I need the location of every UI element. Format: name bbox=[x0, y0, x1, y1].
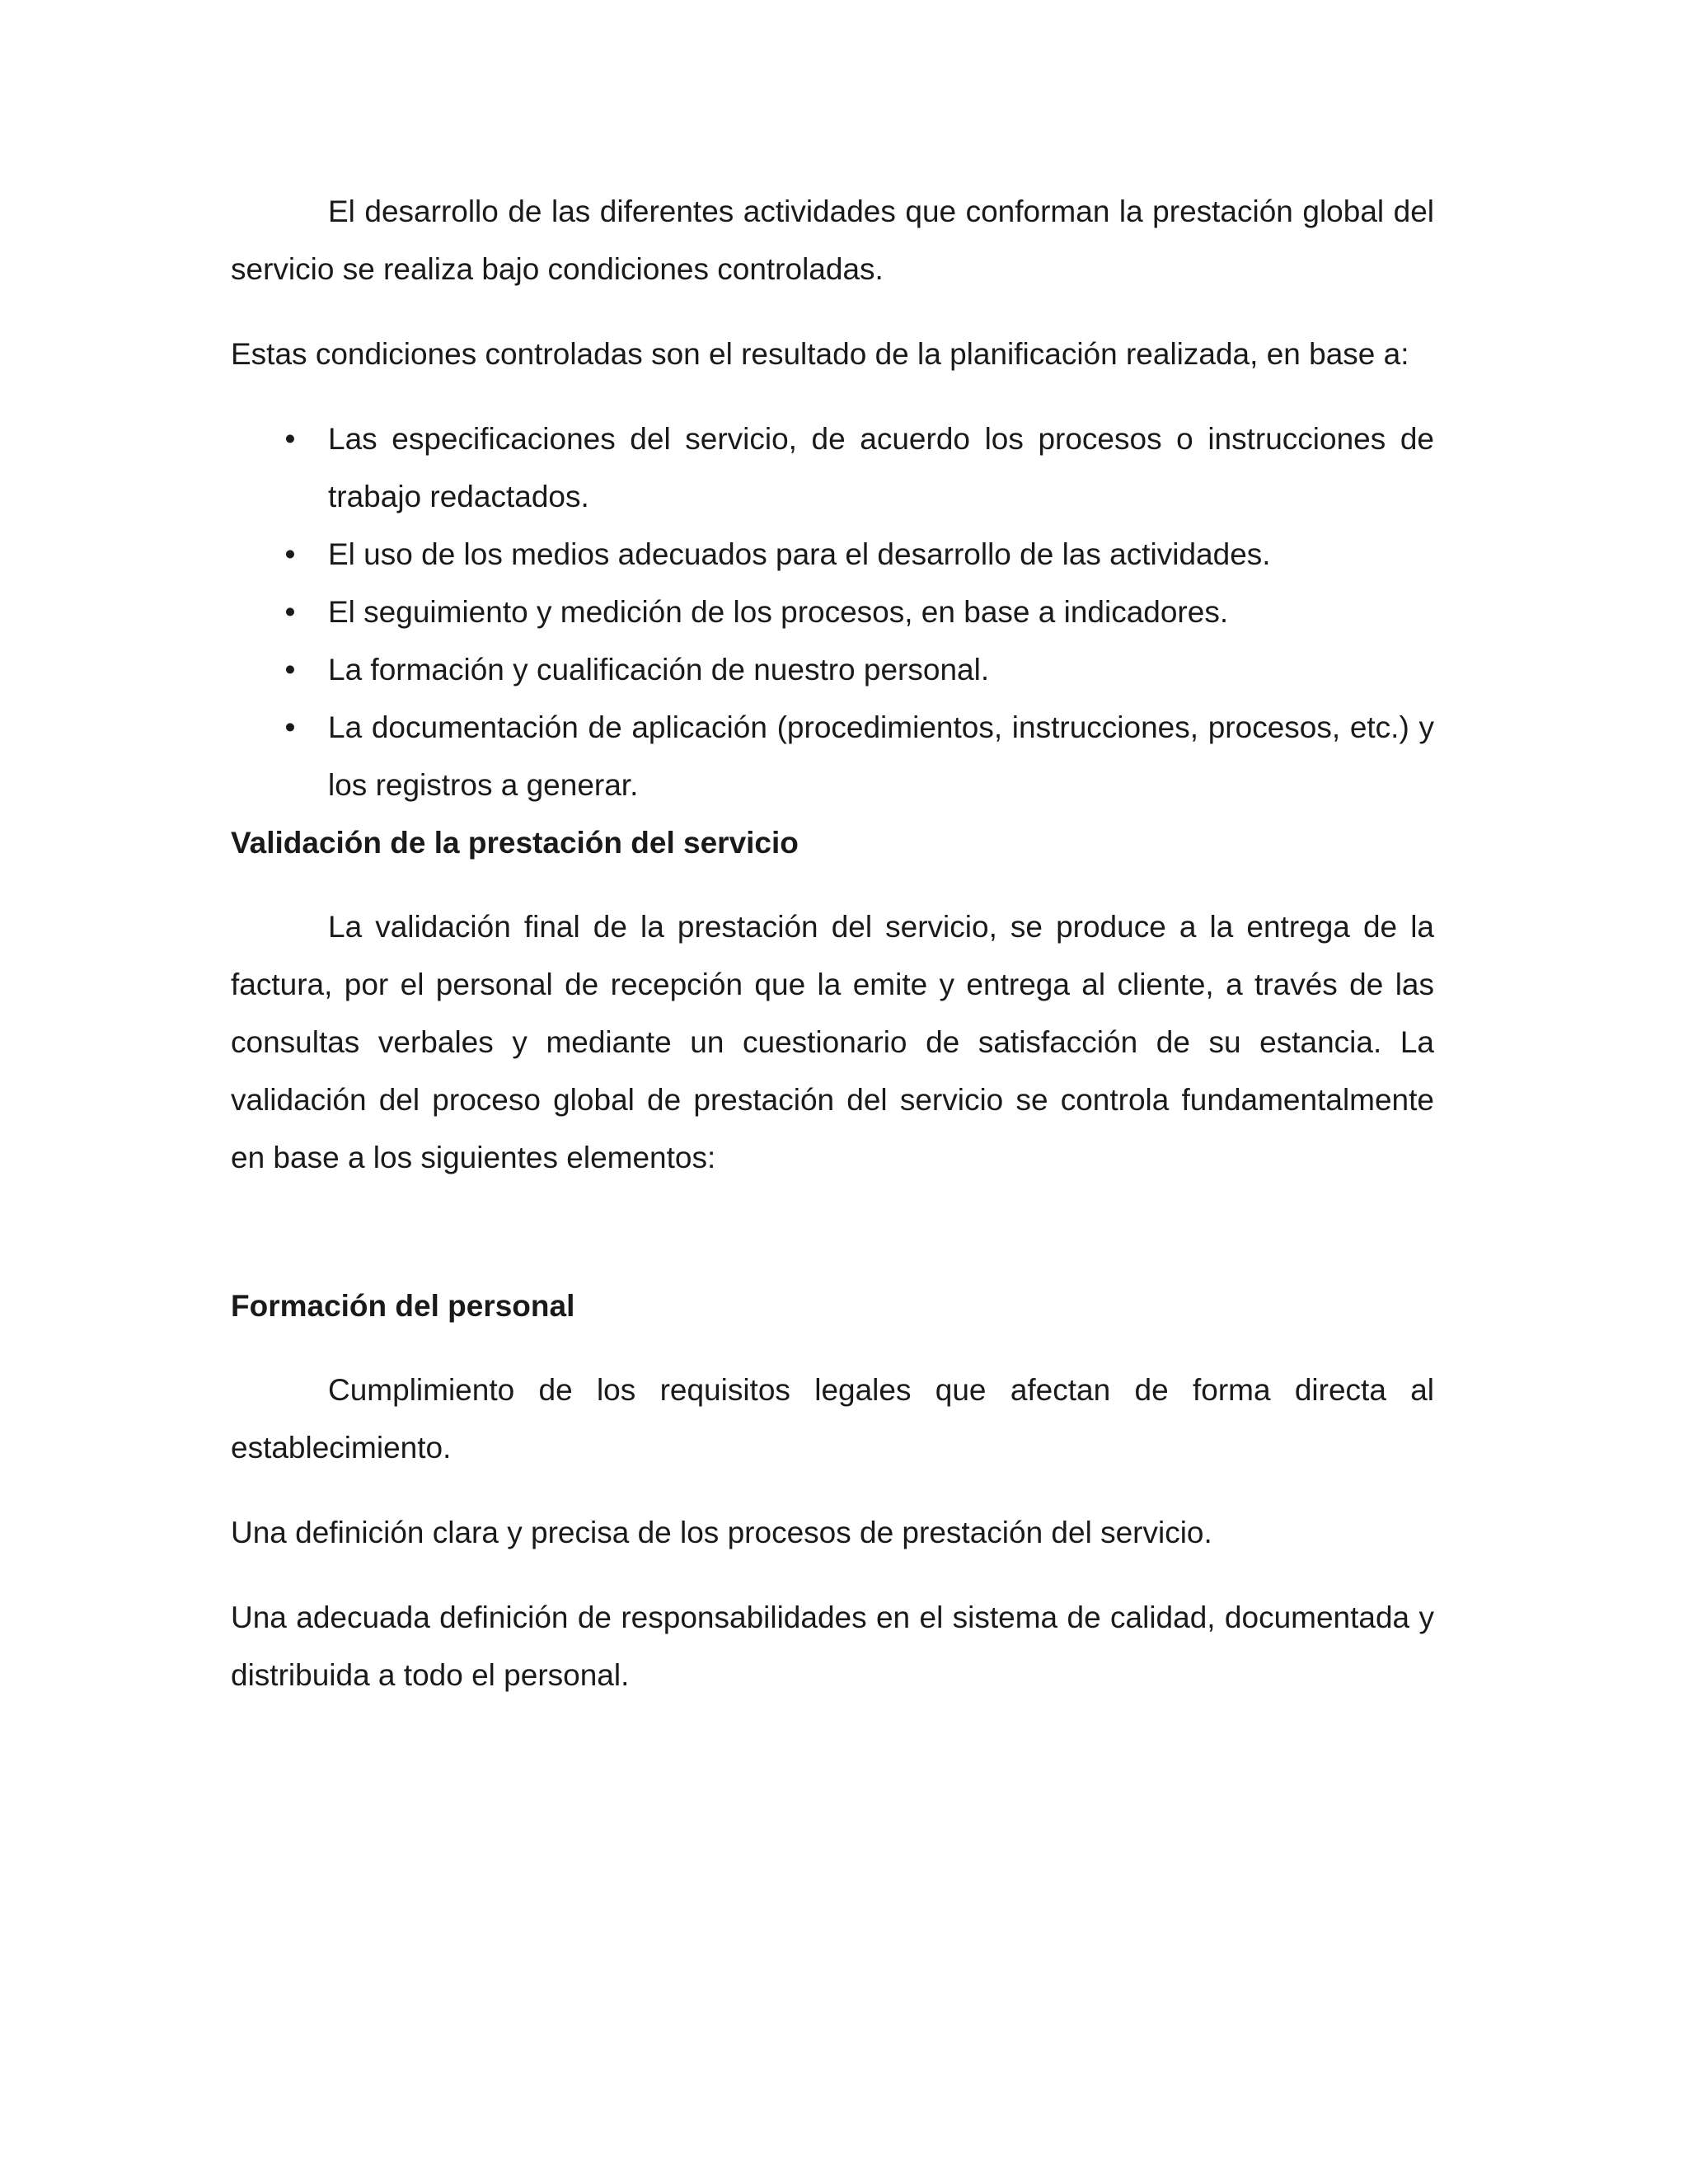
list-item bbox=[231, 410, 1434, 526]
list-item-text: Las especificaciones del servicio, de acuerdo los procesos o instrucciones de trabajo redactados. bbox=[328, 422, 1434, 513]
section-heading-formacion: Formación del personal bbox=[231, 1289, 575, 1323]
list-item bbox=[231, 641, 1434, 699]
list-item-text: La documentación de aplicación (procedimientos, instrucciones, procesos, etc.) y los registros a generar. bbox=[328, 710, 1434, 802]
formacion-paragraph-3: Una adecuada definición de responsabilidades en el sistema de calidad, documentada y distribuida a todo el personal. bbox=[231, 1601, 1434, 1692]
bullet-icon: • bbox=[284, 653, 296, 687]
list-item bbox=[231, 526, 1434, 583]
conditions-list bbox=[231, 410, 1434, 814]
list-item bbox=[231, 699, 1434, 814]
bullet-icon: • bbox=[284, 537, 296, 571]
bullet-icon: • bbox=[284, 595, 296, 629]
list-item bbox=[231, 583, 1434, 641]
document-page bbox=[231, 183, 1434, 1704]
formacion-paragraph-2: Una definición clara y precisa de los procesos de prestación del servicio. bbox=[231, 1516, 1212, 1549]
bullet-icon: • bbox=[284, 422, 296, 456]
list-item-text: La formación y cualificación de nuestro personal. bbox=[328, 653, 990, 687]
list-item-text: El uso de los medios adecuados para el desarrollo de las actividades. bbox=[328, 537, 1271, 571]
validacion-paragraph: La validación final de la prestación del servicio, se produce a la entrega de la factura, por el personal de recepción que la emite y entrega al cliente, a través de las consultas verbales y mediante un cuestionario de satisfacción de su estancia. La validación del proceso global de prestación del servicio se controla fundamentalmente en base a los siguientes elementos: bbox=[231, 910, 1434, 1174]
formacion-paragraph-1: Cumplimiento de los requisitos legales que afectan de forma directa al establecimiento. bbox=[231, 1373, 1434, 1465]
intro-paragraph-1: El desarrollo de las diferentes actividades que conforman la prestación global del servicio se realiza bajo condiciones controladas. bbox=[231, 194, 1434, 286]
intro-paragraph-2: Estas condiciones controladas son el resultado de la planificación realizada, en base a: bbox=[231, 337, 1409, 371]
list-item-text: El seguimiento y medición de los procesos, en base a indicadores. bbox=[328, 595, 1229, 629]
section-heading-validacion: Validación de la prestación del servicio bbox=[231, 826, 799, 860]
bullet-icon: • bbox=[284, 710, 296, 744]
